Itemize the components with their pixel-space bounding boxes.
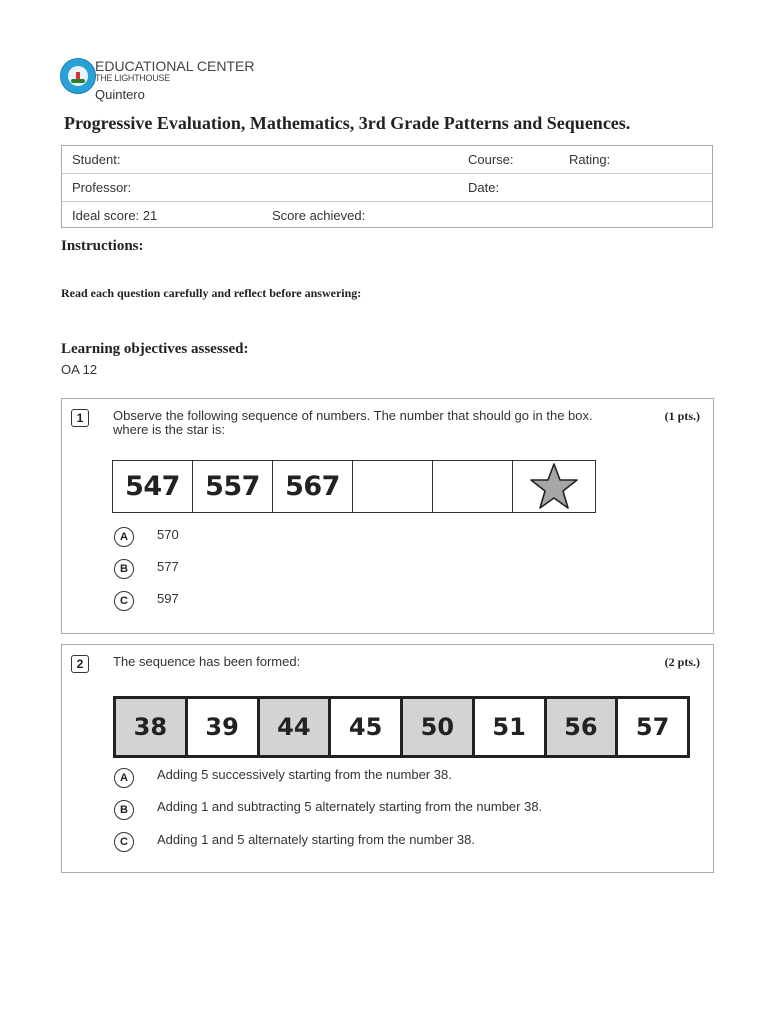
question-points: (1 pts.): [664, 409, 700, 423]
option-a-bubble[interactable]: A: [114, 768, 134, 788]
instructions-text: Read each question carefully and reflect before answering:: [61, 286, 362, 300]
option-c-text[interactable]: Adding 1 and 5 alternately starting from the number 38.: [157, 832, 475, 847]
sequence-cell: 557: [193, 461, 273, 512]
question-number: 1: [71, 409, 89, 427]
sequence-cell-empty: [433, 461, 513, 512]
option-a-text[interactable]: Adding 5 successively starting from the number 38.: [157, 767, 452, 782]
sequence-cell: 547: [113, 461, 193, 512]
date-field[interactable]: Date:: [468, 180, 500, 195]
option-c-bubble[interactable]: C: [114, 591, 134, 611]
option-a-bubble[interactable]: A: [114, 527, 134, 547]
sequence-cell: 567: [273, 461, 353, 512]
question-number: 2: [71, 655, 89, 673]
question-text-line: where is the star is:: [113, 422, 225, 437]
sequence-cell: 56: [547, 699, 619, 755]
info-row: [62, 174, 712, 202]
sequence-cell: 44: [260, 699, 332, 755]
student-field[interactable]: Student:: [72, 152, 121, 167]
sequence-cell-star: [513, 461, 595, 512]
sequence-cell: 38: [116, 699, 188, 755]
number-sequence: [113, 696, 690, 758]
student-info-table: [61, 145, 713, 228]
question-2: [61, 644, 714, 873]
school-logo: [60, 58, 96, 94]
course-field[interactable]: Course:: [468, 152, 514, 167]
option-a-text[interactable]: 570: [157, 527, 179, 542]
sequence-cell: 51: [475, 699, 547, 755]
option-c-text[interactable]: 597: [157, 591, 179, 606]
org-subname: THE LIGHTHOUSE: [95, 73, 170, 83]
number-sequence: [112, 460, 596, 513]
info-row: [62, 146, 712, 174]
ideal-score: Ideal score: 21: [72, 208, 158, 223]
sequence-cell: 50: [403, 699, 475, 755]
question-text-line: Observe the following sequence of numbers. The number that should go in the box.: [113, 408, 593, 423]
question-points: (2 pts.): [664, 655, 700, 669]
sequence-cell-empty: [353, 461, 433, 512]
document-title: Progressive Evaluation, Mathematics, 3rd Grade Patterns and Sequences.: [64, 113, 631, 133]
objective-code: OA 12: [61, 362, 98, 377]
option-b-bubble[interactable]: B: [114, 559, 134, 579]
star-icon: [529, 462, 579, 512]
option-b-bubble[interactable]: B: [114, 800, 134, 820]
lighthouse-seal-icon: [68, 66, 88, 86]
org-name: EDUCATIONAL CENTER: [95, 58, 255, 74]
sequence-cell: 39: [188, 699, 260, 755]
score-achieved-field[interactable]: Score achieved:: [272, 208, 366, 223]
objectives-heading: Learning objectives assessed:: [61, 341, 249, 357]
info-row: [62, 202, 712, 228]
sequence-cell: 45: [331, 699, 403, 755]
question-1: [61, 398, 714, 634]
org-location: Quintero: [95, 87, 145, 102]
professor-field[interactable]: Professor:: [72, 180, 132, 195]
option-c-bubble[interactable]: C: [114, 832, 134, 852]
sequence-cell: 57: [618, 699, 687, 755]
question-text: [113, 409, 593, 437]
option-b-text[interactable]: Adding 1 and subtracting 5 alternately starting from the number 38.: [157, 799, 543, 814]
rating-field[interactable]: Rating:: [569, 152, 611, 167]
option-b-text[interactable]: 577: [157, 559, 179, 574]
question-text: The sequence has been formed:: [113, 654, 301, 669]
instructions-heading: Instructions:: [61, 238, 144, 254]
